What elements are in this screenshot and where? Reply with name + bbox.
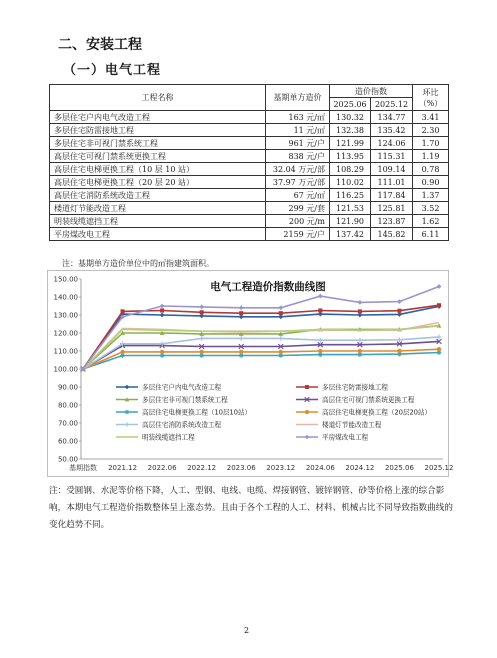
table-row — [50, 189, 449, 202]
cell-p2: 124.06 — [371, 137, 413, 150]
data-point — [318, 338, 323, 343]
y-tick-label: 130.00 — [53, 311, 78, 320]
data-point — [397, 337, 402, 342]
data-point — [437, 303, 441, 307]
header-ratio — [413, 85, 449, 111]
index-chart — [47, 270, 454, 477]
y-tick-label: 80.00 — [57, 401, 78, 410]
table-row — [50, 202, 449, 215]
data-point — [437, 334, 442, 339]
table-row — [50, 150, 449, 163]
legend-marker — [125, 385, 130, 390]
data-point — [160, 308, 164, 312]
cell-p2: 111.01 — [371, 176, 413, 189]
x-tick-label: 2023.06 — [226, 464, 256, 472]
legend-label: 楼道灯节能改造工程 — [322, 421, 382, 429]
data-point — [397, 309, 401, 313]
header-ratio-line1: 环比 — [422, 87, 439, 97]
data-point — [239, 336, 244, 341]
cell-name: 高层住宅消防系统改造工程 — [50, 189, 266, 202]
header-ratio-line2: （%） — [418, 98, 443, 108]
data-point — [437, 347, 441, 351]
data-point — [199, 305, 204, 310]
cell-p2: 125.81 — [371, 202, 413, 215]
cell-ratio: 3.41 — [413, 111, 449, 124]
cell-name: 高层住宅电梯更换工程（10 层 10 站） — [50, 163, 266, 176]
cell-ratio: 1.70 — [413, 137, 449, 150]
section-title: 二、安装工程 — [58, 37, 142, 53]
cell-price: 200 元/m — [266, 215, 330, 228]
y-tick-label: 50.00 — [57, 455, 78, 464]
x-tick-label: 2022.12 — [187, 464, 217, 472]
legend-marker — [305, 435, 310, 440]
cell-name: 高层住宅可视门禁系统更换工程 — [50, 150, 266, 163]
cell-ratio: 1.37 — [413, 189, 449, 202]
data-point — [318, 349, 322, 353]
cell-p1: 121.90 — [330, 215, 371, 228]
cell-p1: 132.38 — [330, 124, 371, 137]
subsection-title: （一）电气工程 — [63, 63, 162, 78]
table-row — [50, 215, 449, 228]
y-tick-label: 110.00 — [53, 347, 78, 356]
data-point — [121, 309, 125, 313]
x-tick-label: 2024.06 — [305, 464, 335, 472]
data-point — [358, 309, 362, 313]
index-chart-svg — [48, 271, 454, 476]
cell-price: 67 元/㎡ — [266, 189, 330, 202]
cell-price: 32.04 万元/部 — [266, 163, 330, 176]
legend-marker — [305, 410, 309, 414]
series-line-10 — [83, 287, 439, 370]
cell-p2: 145.82 — [371, 228, 413, 241]
table-row — [50, 176, 449, 189]
legend-label: 高层住宅可视门禁系统更换工程 — [322, 396, 415, 404]
y-tick-label: 150.00 — [53, 275, 78, 284]
table-row — [50, 111, 449, 124]
data-point — [239, 305, 244, 310]
legend-label: 明装线缆遮挡工程 — [142, 433, 195, 442]
cell-p1: 137.42 — [330, 228, 371, 241]
data-point — [199, 336, 204, 341]
cell-p2: 123.87 — [371, 215, 413, 228]
header-name: 工程名称 — [50, 85, 266, 111]
series-line-5 — [83, 353, 439, 370]
cell-name: 楼道灯节能改造工程 — [50, 202, 266, 215]
data-point — [397, 349, 401, 353]
y-tick-label: 100.00 — [53, 365, 78, 374]
table-row — [50, 124, 449, 137]
data-point — [160, 350, 164, 354]
y-tick-label: 90.00 — [57, 383, 78, 392]
cell-ratio: 6.11 — [413, 228, 449, 241]
cell-ratio: 1.19 — [413, 150, 449, 163]
data-point — [278, 305, 283, 310]
legend-label: 多层住宅户内电气改造工程 — [142, 383, 222, 392]
table-row — [50, 228, 449, 241]
data-point — [358, 349, 362, 353]
cell-p2: 134.77 — [371, 111, 413, 124]
cell-price: 163 元/㎡ — [266, 111, 330, 124]
legend-label: 多层住宅非可视门禁系统工程 — [142, 396, 228, 404]
table-note: 注：基期单方造价单位中的㎡指建筑面积。 — [62, 259, 214, 268]
data-point — [318, 294, 323, 299]
data-point — [279, 311, 283, 315]
cell-price: 838 元/户 — [266, 150, 330, 163]
cell-ratio: 0.78 — [413, 163, 449, 176]
data-point — [200, 350, 204, 354]
header-period2: 2025.12 — [371, 98, 413, 111]
legend-label: 多层住宅防雷接地工程 — [322, 383, 388, 392]
series-line-7 — [83, 337, 439, 369]
legend-marker — [125, 410, 130, 415]
x-tick-label: 2025.06 — [384, 464, 414, 472]
x-tick-label: 2023.12 — [266, 464, 296, 472]
x-tick-label: 2021.12 — [108, 464, 138, 472]
data-point — [239, 311, 243, 315]
x-tick-label: 基期指数 — [69, 464, 97, 472]
header-index-group: 造价指数 — [330, 85, 413, 98]
cell-ratio: 0.90 — [413, 176, 449, 189]
header-base-price: 基期单方造价 — [266, 85, 330, 111]
legend-label: 高层住宅消防系统改造工程 — [142, 421, 222, 429]
data-point — [318, 308, 322, 312]
cell-ratio: 3.52 — [413, 202, 449, 215]
table-row — [50, 137, 449, 150]
cell-p1: 108.29 — [330, 163, 371, 176]
data-point — [278, 336, 283, 341]
cell-p1: 113.95 — [330, 150, 371, 163]
data-point — [160, 304, 165, 309]
cell-ratio: 1.62 — [413, 215, 449, 228]
cell-p1: 110.02 — [330, 176, 371, 189]
cell-price: 11 元/㎡ — [266, 124, 330, 137]
cell-name: 多层住宅户内电气改造工程 — [50, 111, 266, 124]
y-tick-label: 70.00 — [57, 419, 78, 428]
cell-name: 明装线缆遮挡工程 — [50, 215, 266, 228]
x-tick-label: 2025.12 — [424, 464, 454, 472]
data-point — [357, 300, 362, 305]
cell-p2: 115.31 — [371, 150, 413, 163]
y-tick-label: 120.00 — [53, 329, 78, 338]
cell-p1: 130.32 — [330, 111, 371, 124]
x-tick-label: 2024.12 — [345, 464, 375, 472]
data-point — [239, 350, 243, 354]
cost-index-table — [49, 84, 449, 241]
cell-price: 2159 元/户 — [266, 228, 330, 241]
x-tick-label: 2022.06 — [147, 464, 177, 472]
cell-name: 平房煤改电工程 — [50, 228, 266, 241]
table-row — [50, 163, 449, 176]
data-point — [160, 313, 165, 318]
data-point — [200, 310, 204, 314]
series-line-6 — [83, 349, 439, 369]
cell-p2: 135.42 — [371, 124, 413, 137]
cell-ratio: 2.30 — [413, 124, 449, 137]
legend-label: 平房煤改电工程 — [322, 433, 369, 442]
legend-marker — [305, 385, 309, 389]
y-tick-label: 140.00 — [53, 293, 78, 302]
cell-price: 37.97 万元/部 — [266, 176, 330, 189]
cell-p2: 109.14 — [371, 163, 413, 176]
data-point — [397, 299, 402, 304]
chart-title: 电气工程造价指数曲线图 — [210, 281, 326, 293]
legend-label: 高层住宅电梯更换工程（20层20站） — [322, 408, 432, 417]
page-number: 2 — [244, 626, 250, 635]
data-point — [120, 350, 124, 354]
cell-name: 多层住宅防雷接地工程 — [50, 124, 266, 137]
cell-price: 299 元/套 — [266, 202, 330, 215]
legend-marker — [125, 422, 130, 427]
cell-name: 多层住宅非可视门禁系统工程 — [50, 137, 266, 150]
cell-p1: 116.25 — [330, 189, 371, 202]
data-point — [437, 284, 442, 289]
legend-label: 高层住宅电梯更换工程（10层10站） — [142, 408, 252, 417]
cell-price: 961 元/户 — [266, 137, 330, 150]
cell-p2: 117.84 — [371, 189, 413, 202]
data-point — [279, 350, 283, 354]
chart-note: 注：受圆钢、水泥等价格下降，人工、型钢、电线、电缆、焊接钢管、镀锌钢管、砂等价格上涨的综合影响，本期电气工程造价指数整体呈上涨态势。且由于各个工程的人工、材料、机械占比不同导致指数曲线的变化趋势不同。 — [49, 486, 453, 530]
cell-name: 高层住宅电梯更换工程（20 层 20 站） — [50, 176, 266, 189]
y-tick-label: 60.00 — [57, 437, 78, 446]
data-point — [357, 338, 362, 343]
header-period1: 2025.06 — [330, 98, 371, 111]
cell-p1: 121.99 — [330, 137, 371, 150]
cell-p1: 121.53 — [330, 202, 371, 215]
